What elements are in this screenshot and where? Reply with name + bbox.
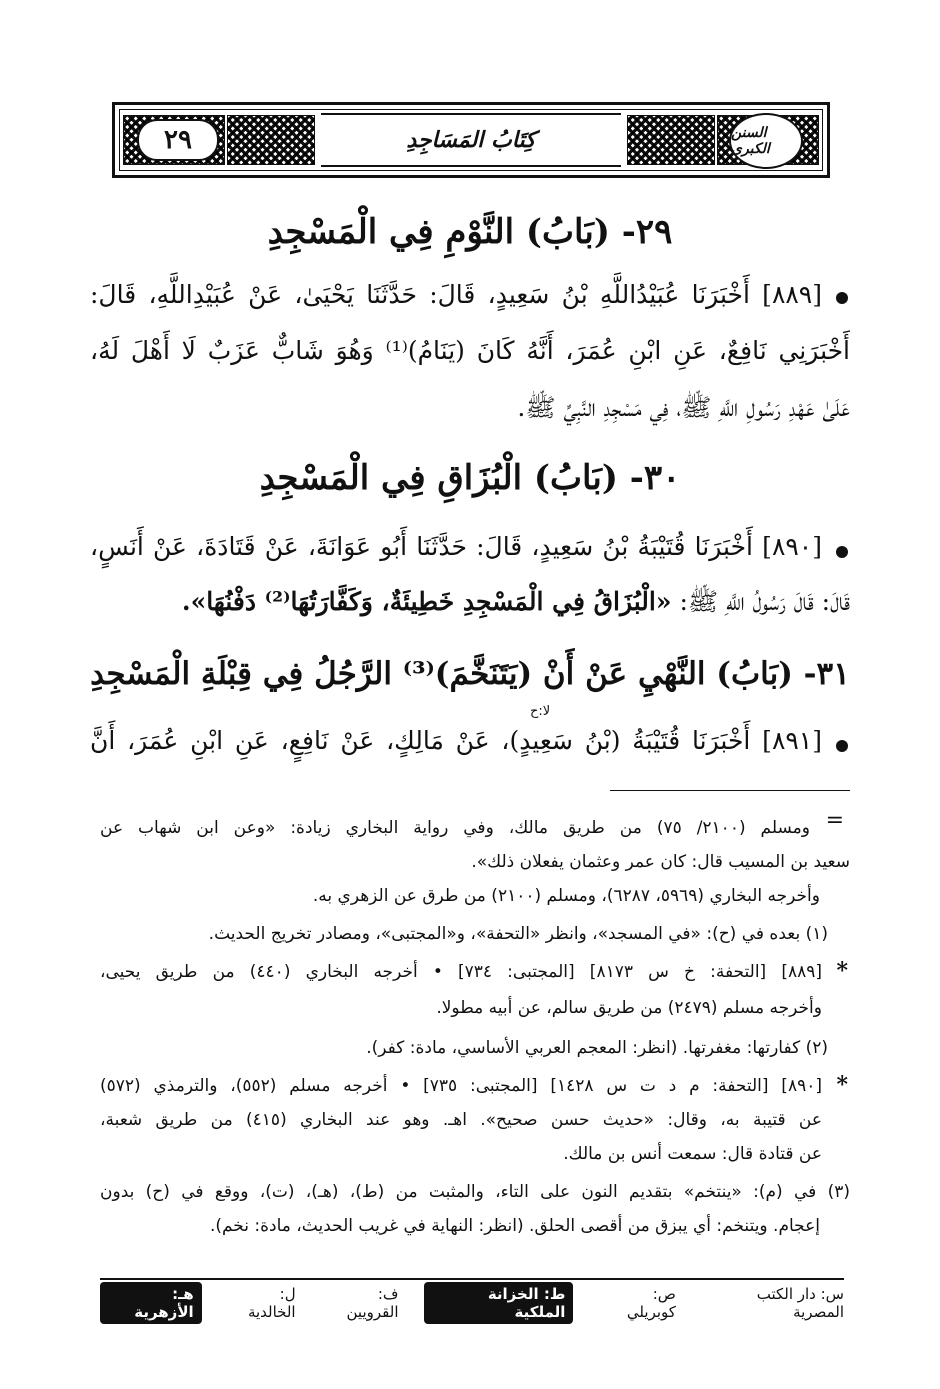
hadith-891-line-1: [٨٩١] أَخْبَرَنَا قُتَيْبَةُ (بْنُ سَعِيدٍ)، عَنْ مَالِكٍ، عَنْ نَافِعٍ، عَنِ ابْنِ عُمَرَ، أَنَّ (90, 726, 822, 755)
footnote-3-line-2: إعجام. ويتنخم: أي يبزق من أقصى الحلق. (انظر: النهاية في غريب الحديث، مادة: نخم). (209, 1216, 820, 1236)
bullet (836, 740, 848, 752)
page-number: ٢٩ (137, 119, 219, 161)
legend-fa: ف: القرويين (346, 1285, 399, 1321)
chapter-heading-31: ٣١- (بَابُ) النَّهْيِ عَنْ أَنْ (يَتَنَخَّمَ)⁽³⁾ الرَّجُلُ فِي قِبْلَةِ الْمَسْجِدِ (90, 656, 850, 692)
chapter-heading-30: ٣٠- (بَابُ) الْبُزَاقِ فِي الْمَسْجِدِ (259, 458, 681, 498)
footnote-continued-line-1: ومسلم (٢١٠٠/ ٧٥) من طريق مالك، وفي رواية البخاري زيادة: «وعن ابن شهاب عن (100, 818, 810, 838)
footnote-3-line-1: (٣) في (م): «ينتخم» بتقديم النون على التاء، والمثبت من (ط)، (هـ)، (ت)، ووقع في (ح) بدون (100, 1182, 850, 1202)
legend-lam: ل: الخالدية (247, 1285, 296, 1321)
hadith-889-line-2: أَخْبَرَنِي نَافِعٌ، عَنِ ابْنِ عُمَرَ، أَنَّهُ كَانَ (يَنَامُ)⁽¹⁾ وَهُوَ شَابٌّ عَزَبٌ لَا أَهْلَ لَهُ، (90, 336, 851, 365)
footnote-1: (١) بعده في (ح): «في المسجد»، وانظر «التحفة»، و«المجتبى»، ومصادر تخريج الحديث. (208, 924, 828, 944)
manuscript-legend (100, 1285, 844, 1321)
legend-ha: هـ: الأزهرية (100, 1282, 202, 1324)
book-title: كِتَابُ المَسَاجِدِ (406, 127, 536, 153)
footnote-continued-line-2: سعيد بن المسيب قال: كان عمر وعثمان يفعلان ذلك». (471, 852, 850, 872)
legend-s: س: دار الكتب المصرية (756, 1285, 844, 1321)
hadith-890-line-2 (90, 586, 850, 623)
continuation-mark: = (825, 808, 844, 833)
footnote-890-line-1: [٨٩٠] [التحفة: م د ت س ١٤٢٨] [المجتبى: ٧٣٥] • أخرجه مسلم (٥٥٢)، والترمذي (٥٧٢) (100, 1076, 822, 1096)
legend-rule (100, 1278, 844, 1280)
page-header (112, 102, 830, 178)
star-marker: * (836, 1072, 848, 1098)
hadith-890-line-1: [٨٩٠] أَخْبَرَنَا قُتَيْبَةُ بْنُ سَعِيدٍ، قَالَ: حَدَّثَنَا أَبُو عَوَانَةَ، عَنْ قَتَادَةَ، عَنْ أَنَسٍ، (90, 532, 822, 561)
bullet (836, 292, 848, 304)
hadith-889-line-1: [٨٨٩] أَخْبَرَنَا عُبَيْدُاللَّهِ بْنُ سَعِيدٍ، قَالَ: حَدَّثَنَا يَحْيَىٰ، عَنْ عُبَيْدِاللَّهِ، قَالَ: (90, 280, 822, 309)
bullet (836, 546, 848, 558)
footnote-889-line-1: [٨٨٩] [التحفة: خ س ٨١٧٣] [المجتبى: ٧٣٤] • أخرجه البخاري (٤٤٠) من طريق يحيى، (100, 962, 823, 982)
chapter-heading-29: ٢٩- (بَابُ) النَّوْمِ فِي الْمَسْجِدِ (267, 212, 673, 252)
ornament-right-inner (627, 115, 715, 165)
footnote-889-line-2: وأخرجه مسلم (٢٤٧٩) من طريق سالم، عن أبيه مطولا. (436, 998, 822, 1018)
legend-ta: ط: الخزانة الملكية (424, 1282, 573, 1324)
hadith-890-matn: «الْبُزَاقُ فِي الْمَسْجِدِ خَطِيئَةٌ، وَكَفَّارَتُهَا⁽²⁾ دَفْنُهَا». (181, 587, 672, 616)
footnote-890-line-3: عن قتادة قال: سمعت أنس بن مالك. (563, 1144, 822, 1164)
book-logo: السنن الكبرى (729, 113, 803, 169)
star-marker: * (836, 958, 848, 984)
hadith-890-intro: قَالَ: قَالَ رَسُولُ اللَّهِ ﷺ: (679, 587, 850, 616)
book-title-band (321, 113, 621, 167)
footnote-2: (٢) كفارتها: مغفرتها. (انظر: المعجم العربي الأساسي، مادة: كفر). (366, 1038, 828, 1058)
marginal-note: لا:ح (530, 704, 551, 719)
footnote-separator (610, 790, 850, 791)
legend-sad: ص: كوبريلي (626, 1285, 676, 1321)
footnote-890-line-2: عن قتيبة به، وقال: «حديث حسن صحيح». اهـ. وهو عند البخاري (٤١٥) من طريق شعبة، (100, 1110, 822, 1130)
hadith-889-line-3: عَلَىٰ عَهْدِ رَسُولِ اللَّهِ ﷺ، فِي مَسْجِدِ النَّبِيِّ ﷺ. (517, 393, 850, 422)
footnote-continued-line-3: وأخرجه البخاري (٥٩٦٩، ٦٢٨٧)، ومسلم (٢١٠٠) من طرق عن الزهري به. (312, 886, 820, 906)
ornament-left-inner (227, 115, 315, 165)
